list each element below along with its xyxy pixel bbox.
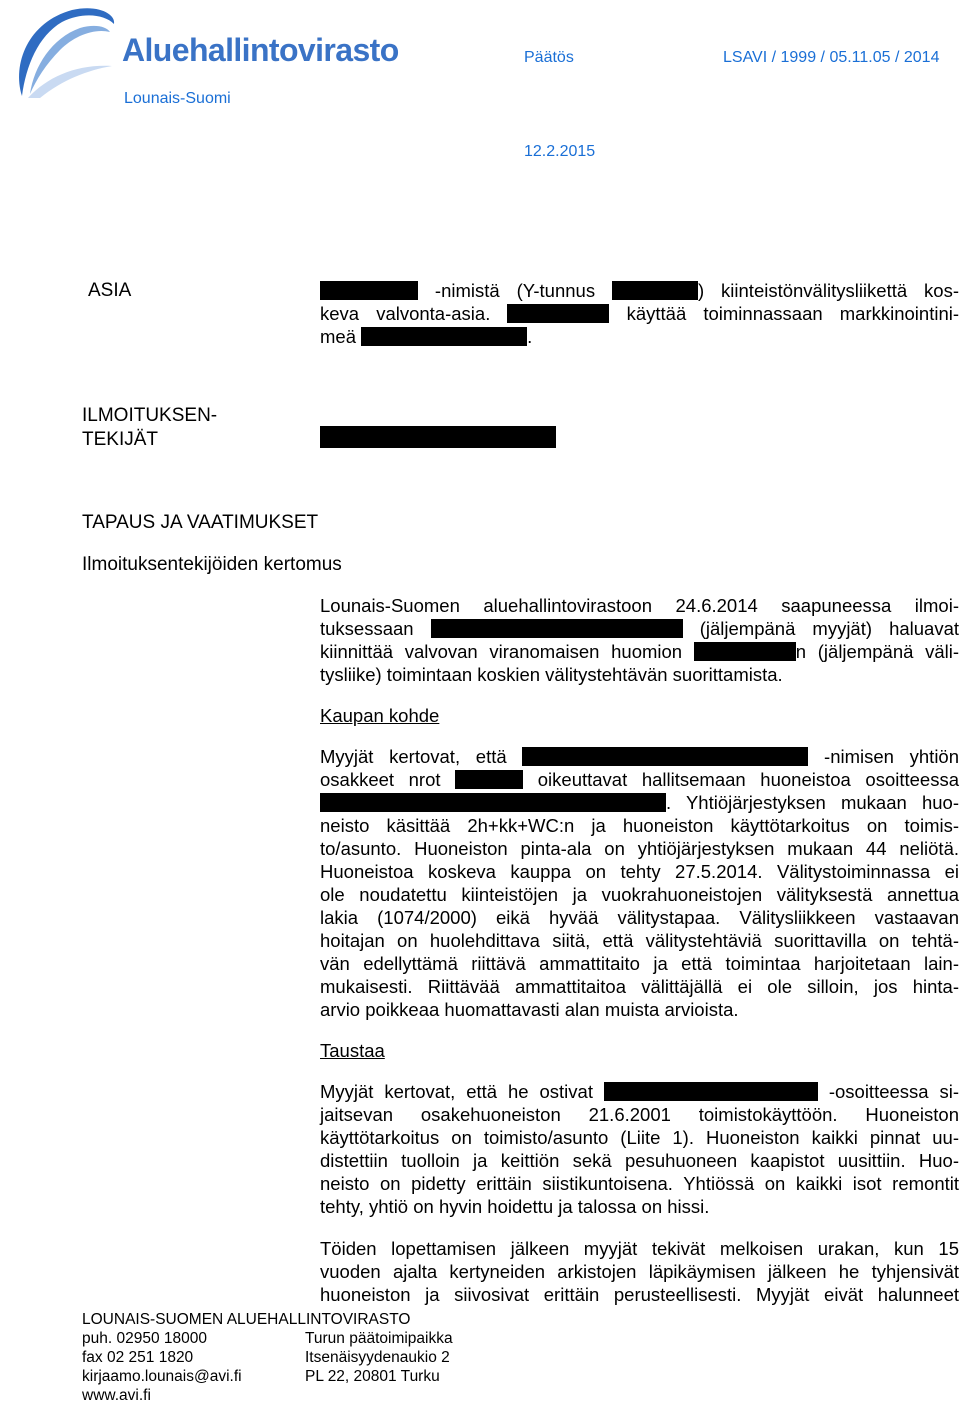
footer-office: Turun päätoimipaikka [305,1330,453,1347]
taustaa-line: jaitsevan osakehuoneiston 21.6.2001 toimistokäyttöön. Huoneiston [320,1104,959,1125]
taustaa-line: neisto on pidetty erittäin siistikuntoisena. Yhtiössä on kaikki isot remontit [320,1173,959,1194]
asia-line1b: ) kiinteistönvälitysliikettä kos- [697,280,959,301]
para1 [320,594,959,686]
footer-phone: puh. 02950 18000 [82,1330,207,1347]
toiden-line: vuoden ajalta kertyneiden arkistojen läpikäymisen jälkeen he tyhjensivät [320,1261,959,1282]
asia-label: ASIA [88,280,132,301]
redaction [431,619,683,638]
para-toiden [320,1237,959,1306]
kk-line: lakia (1074/2000) eikä hyvää välitystapaa. Välitysliikkeen vastaavan [320,907,959,928]
asia-line2a: keva valvonta-asia. [320,303,491,324]
doc-ref: LSAVI / 1999 / 05.11.05 / 2014 [723,49,940,66]
org-logo-text: Aluehallintovirasto [122,32,399,68]
para1-line2b: (jäljempänä myyjät) haluavat [699,618,960,639]
redaction [507,304,609,323]
doc-type: Päätös [524,49,574,66]
para1-line: Lounais-Suomen aluehallintovirastoon 24.6.2014 saapuneessa ilmoi- [320,595,959,616]
region-label: Lounais-Suomi [124,90,231,107]
ilmoituksentekijat-label [82,404,217,452]
redaction [455,770,523,789]
footer-fax: fax 02 251 1820 [82,1349,194,1366]
kk-line: ole noudatettu kiinteistöjen ja vuokrahuoneistojen välityksestä annettua [320,884,959,905]
kaupan-kohde-text [320,745,959,1021]
footer-email[interactable]: kirjaamo.lounais@avi.fi [82,1368,242,1385]
kk-line: mukaisesti. Riittävää ammattitaitoa välittäjällä ei ole silloin, jos hinta- [320,976,959,997]
redaction [320,281,418,300]
footer-street: Itsenäisyydenaukio 2 [305,1349,450,1366]
kk-line2a: osakkeet nrot [320,769,441,790]
asia-text [320,279,959,348]
para1-line: tysliike) toimintaan koskien välitystehtävän suorittamista. [320,664,783,685]
taustaa-line: tehty, yhtiö on hyvin hoidettu ja talossa on hissi. [320,1196,710,1217]
taustaa-line1a: Myyjät kertovat, että he ostivat [320,1081,593,1102]
kk-line1b: -nimisen yhtiön [824,746,960,767]
toiden-line: huoneiston ja siivosivat erittäin perusteellisesti. Myyjät eivät halunneet [320,1284,959,1305]
kk-line: hoitajan on huolehdittava siitä, että välitystehtäviä suorittavilla on tehtä- [320,930,959,951]
kk-line1a: Myyjät kertovat, että [320,746,507,767]
footer-org: LOUNAIS-SUOMEN ALUEHALLINTOVIRASTO [82,1311,411,1328]
asia-line1a: -nimistä (Y-tunnus [434,280,596,301]
para1-line2a: tuksessaan [320,618,414,639]
section-subheading: Ilmoituksentekijöiden kertomus [82,554,342,575]
redaction [694,642,796,661]
redaction [361,327,527,346]
para1-line3a: kiinnittää valvovan viranomaisen huomion [320,641,683,662]
redaction [320,426,556,448]
redaction [604,1082,818,1101]
kk-line: Huoneistoa koskeva kauppa on tehty 27.5.2014. Välitystoiminnassa ei [320,861,959,882]
taustaa-text [320,1080,959,1218]
kk-line: neisto käsittää 2h+kk+WC:n ja huoneiston käyttötarkoitus on toimis- [320,815,959,836]
kk-line3b: . Yhtiöjärjestyksen mukaan huo- [666,792,959,813]
redaction [522,747,808,766]
kk-line2b: oikeuttavat hallitsemaan huoneistoa osoitteessa [537,769,959,790]
redaction [612,281,698,300]
para1-line3b: n (jäljempänä väli- [795,641,959,662]
taustaa-line: käyttötarkoitus on toimisto/asunto (Liite 1). Huoneiston kaikki pinnat uu- [320,1127,959,1148]
ilmo-label-line1: ILMOITUKSEN- [82,405,218,426]
redaction [320,793,666,812]
footer-web[interactable]: www.avi.fi [82,1387,151,1404]
asia-line3a: meä [320,326,356,347]
ilmo-label-line2: TEKIJÄT [82,429,159,450]
kk-line: to/asunto. Huoneiston pinta-ala on yhtiöjärjestyksen mukaan 44 neliötä. [320,838,959,859]
section-heading: TAPAUS JA VAATIMUKSET [82,512,319,533]
kaupan-kohde-heading: Kaupan kohde [320,705,440,726]
footer-right [305,1329,453,1386]
asia-line3b: . [527,326,533,347]
taustaa-line1b: -osoitteessa si- [828,1081,960,1102]
toiden-line: Töiden lopettamisen jälkeen myyjät tekivät melkoisen urakan, kun 15 [320,1238,959,1259]
taustaa-line: distettiin tuolloin ja keittiön sekä pesuhuoneen kaapistot uusittiin. Huo- [320,1150,959,1171]
doc-date: 12.2.2015 [524,143,596,160]
kk-line: vän edellyttämä riittävä ammattitaito ja että toimintaa harjoitetaan lain- [320,953,959,974]
kk-line: arvio poikkeaa huomattavasti alan muista arvioista. [320,999,739,1020]
taustaa-heading: Taustaa [320,1040,385,1061]
logo-swoosh-icon [8,4,120,100]
footer-postal: PL 22, 20801 Turku [305,1368,440,1385]
asia-line2b: käyttää toiminnassaan markkinointini- [626,303,960,324]
